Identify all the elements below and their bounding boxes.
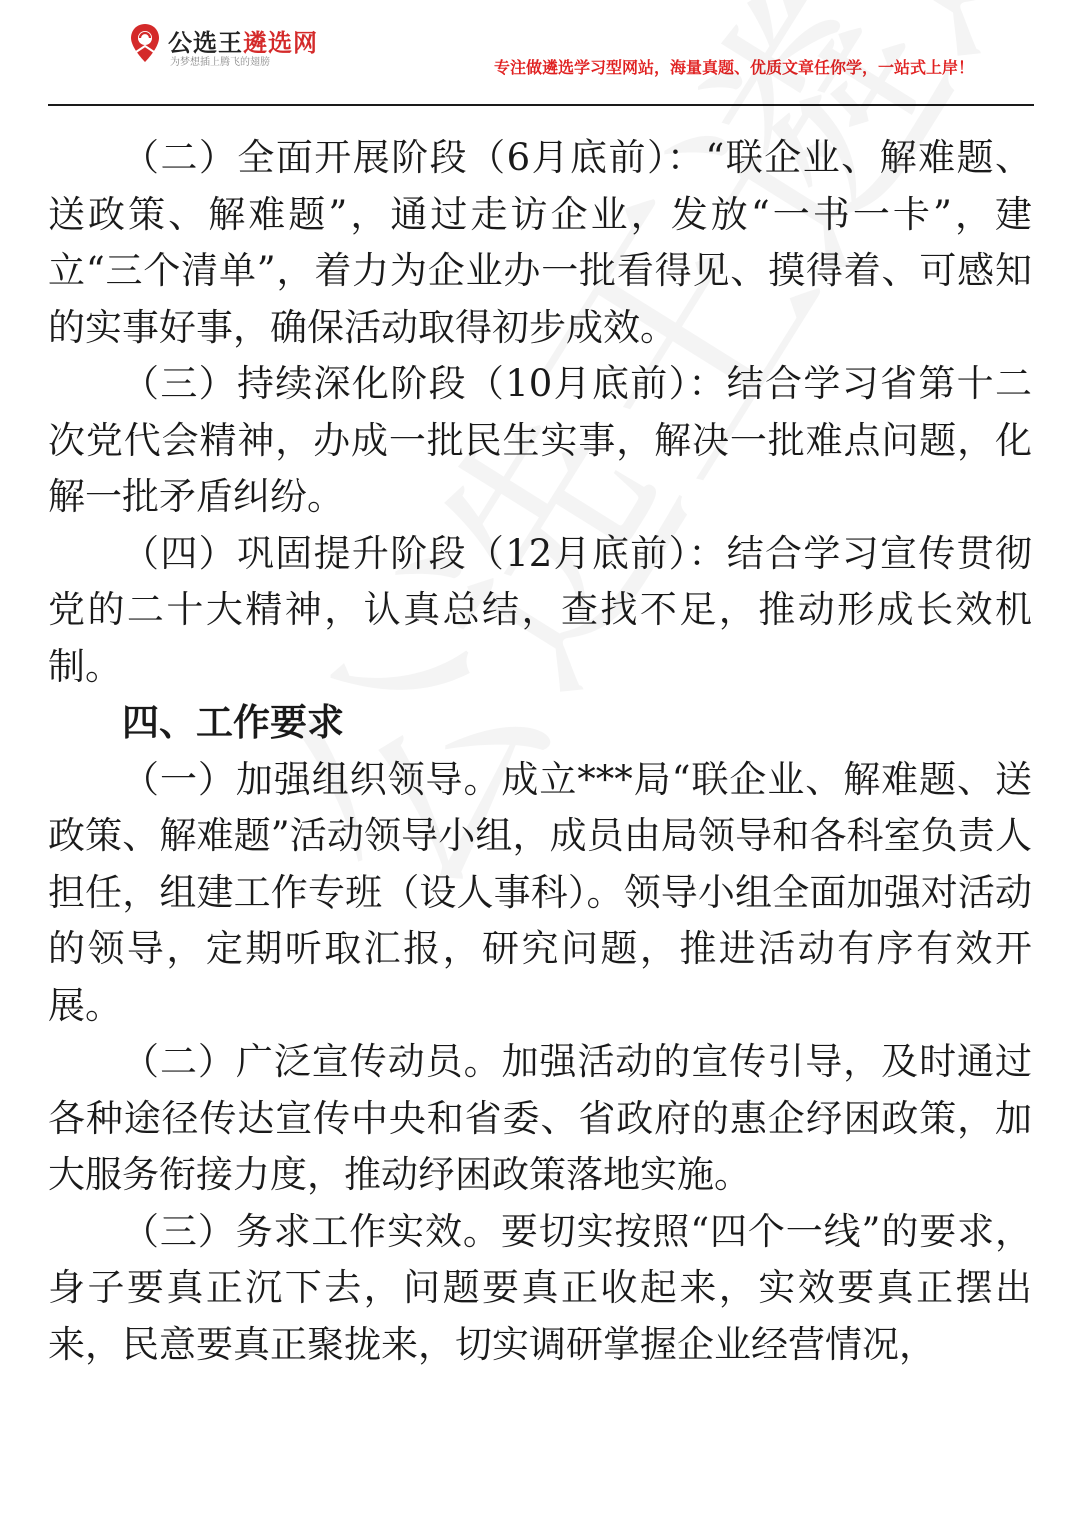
header-divider xyxy=(48,104,1034,106)
page-header xyxy=(0,0,1080,106)
document-body xyxy=(48,130,1032,1373)
header-tagline: 专注做遴选学习型网站，海量真题、优质文章任你学，一站式上岸！ xyxy=(493,58,974,77)
logo-slogan: 为梦想插上腾飞的翅膀 xyxy=(170,57,270,68)
paragraph-requirement-2: （二）广泛宣传动员。加强活动的宣传引导，及时通过各种途径传达宣传中央和省委、省政府的惠企纾困政策，加大服务衔接力度，推动纾困政策落地实施。 xyxy=(48,1040,1032,1196)
section-heading-work-requirements: 四、工作要求 xyxy=(122,701,344,744)
paragraph-stage-4: （四）巩固提升阶段（12月底前）：结合学习宣传贯彻党的二十大精神，认真总结，查找不足，推动形成长效机制。 xyxy=(48,531,1032,688)
logo-mark-icon xyxy=(128,22,162,66)
paragraph-stage-2: （二）全面开展阶段（6月底前）：“联企业、解难题、送政策、解难题”，通过走访企业，发放“一书一卡”，建立“三个清单”，着力为企业办一批看得见、摸得着、可感知的实事好事，确保活动取得初步成效。 xyxy=(48,136,1032,349)
site-logo[interactable] xyxy=(128,20,368,70)
logo-text-red: 遴选网 xyxy=(243,29,318,57)
paragraph-stage-3: （三）持续深化阶段（10月底前）：结合学习省第十二次党代会精神，办成一批民生实事，解决一批难点问题，化解一批矛盾纠纷。 xyxy=(48,362,1032,518)
paragraph-requirement-3: （三）务求工作实效。要切实按照“四个一线”的要求，身子要真正沉下去，问题要真正收起来，实效要真正摆出来，民意要真正聚拢来，切实调研掌握企业经营情况， xyxy=(48,1209,1032,1366)
paragraph-requirement-1: （一）加强组织领导。成立***局“联企业、解难题、送政策、解难题”活动领导小组，成员由局领导和各科室负责人担任，组建工作专班（设人事科）。领导小组全面加强对活动的领导，定期听取汇报，研究问题，推进活动有序有效开展。 xyxy=(48,757,1032,1027)
logo-text-dark: 公选王 xyxy=(168,29,243,57)
